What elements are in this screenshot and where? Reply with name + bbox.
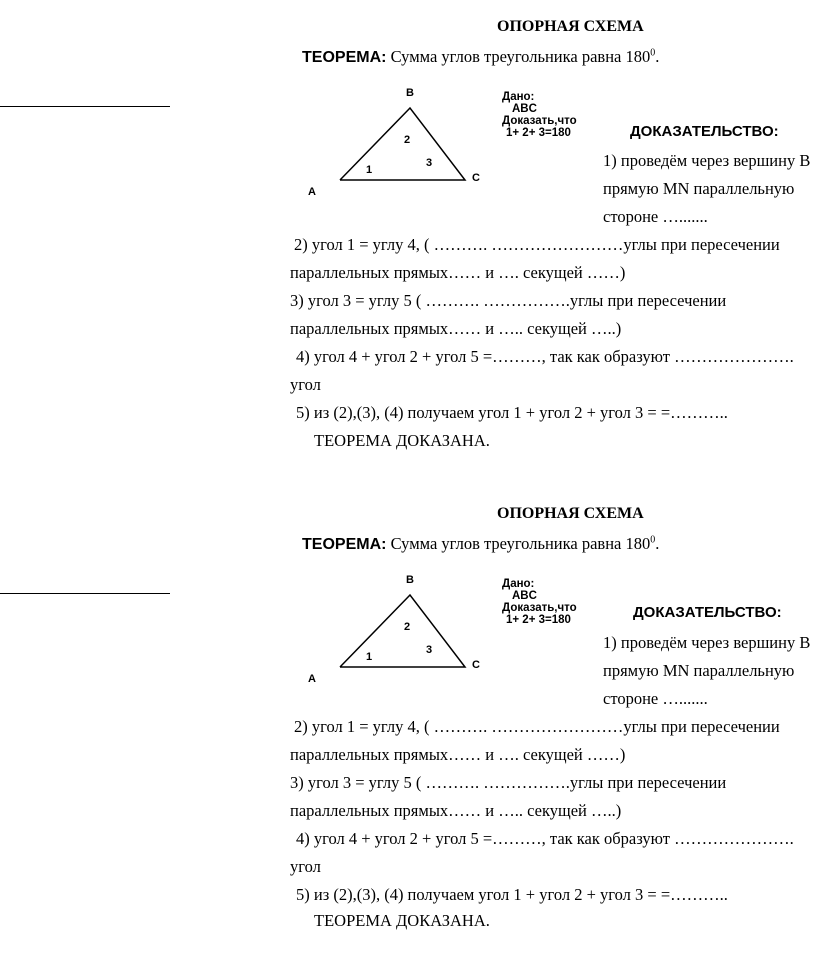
scheme-block-1 [0, 0, 816, 467]
theorem-degree: 0 [650, 47, 656, 59]
step-4-line-1: 4) угол 4 + угол 2 + угол 5 =………, так как образуют …………………. [296, 829, 794, 848]
vertex-b-label: B [406, 87, 414, 99]
vertex-c-label: C [472, 172, 480, 184]
proof-heading: ДОКАЗАТЕЛЬСТВО: [630, 123, 779, 140]
step-4-line-2: угол [290, 857, 321, 876]
theorem-label: ТЕОРЕМА: [302, 49, 387, 66]
theorem-end: . [655, 47, 660, 66]
angle-1-label: 1 [366, 164, 373, 176]
scheme-block-2 [0, 487, 816, 954]
scheme-title: ОПОРНАЯ СХЕМА [497, 18, 644, 35]
vertex-c-label: C [472, 659, 480, 671]
step-1-line-1: 1) проведём через вершину В [603, 633, 811, 652]
angle-3-label: 3 [426, 644, 433, 656]
margin-rule [0, 106, 170, 107]
given-box [502, 91, 577, 139]
vertex-b-label: B [406, 574, 414, 586]
triangle-abc [340, 108, 465, 180]
step-2-line-2: параллельных прямых…… и …. секущей ……) [290, 745, 626, 764]
step-3-line-1: 3) угол 3 = углу 5 ( ………. …………….углы при пересечении [290, 773, 727, 792]
given-triangle: ABC [512, 103, 537, 115]
theorem-line [302, 534, 659, 554]
angle-2-label: 2 [404, 621, 411, 633]
triangle-figure [300, 80, 500, 205]
theorem-label: ТЕОРЕМА: [302, 536, 387, 553]
step-4-line-2: угол [290, 375, 321, 394]
given-heading: Дано: [502, 91, 535, 103]
angle-3-label: 3 [426, 157, 433, 169]
angle-2-label: 2 [404, 134, 411, 146]
step-3-line-2: параллельных прямых…… и ….. секущей …..) [290, 319, 622, 338]
theorem-end: . [655, 534, 660, 553]
step-3-line-2: параллельных прямых…… и ….. секущей …..) [290, 801, 622, 820]
angle-1-label: 1 [366, 651, 373, 663]
triangle-figure [300, 567, 500, 692]
theorem-line [302, 47, 659, 67]
conclusion: ТЕОРЕМА ДОКАЗАНА. [314, 911, 490, 930]
step-1-line-3: стороне …....... [603, 207, 708, 226]
prove-statement: 1+ 2+ 3=180 [506, 127, 571, 139]
proof-heading: ДОКАЗАТЕЛЬСТВО: [633, 604, 782, 621]
given-box [502, 578, 577, 626]
vertex-a-label: A [308, 186, 316, 198]
prove-heading: Доказать,что [502, 602, 577, 614]
step-2-line-2: параллельных прямых…… и …. секущей ……) [290, 263, 626, 282]
theorem-text: Сумма углов треугольника равна 180 [390, 47, 651, 66]
step-1-line-2: прямую МN параллельную [603, 661, 795, 680]
step-5-line: 5) из (2),(3), (4) получаем угол 1 + угол 2 + угол 3 = =……….. [296, 885, 728, 904]
step-5-line: 5) из (2),(3), (4) получаем угол 1 + угол 2 + угол 3 = =……….. [296, 403, 728, 422]
triangle-abc [340, 595, 465, 667]
step-1-line-1: 1) проведём через вершину В [603, 151, 811, 170]
margin-rule [0, 593, 170, 594]
step-4-line-1: 4) угол 4 + угол 2 + угол 5 =………, так как образуют …………………. [296, 347, 794, 366]
given-heading: Дано: [502, 578, 535, 590]
scheme-title: ОПОРНАЯ СХЕМА [497, 505, 644, 522]
given-triangle: ABC [512, 590, 537, 602]
theorem-degree: 0 [650, 534, 656, 546]
prove-heading: Доказать,что [502, 115, 577, 127]
vertex-a-label: A [308, 673, 316, 685]
step-2-line-1: 2) угол 1 = углу 4, ( ………. ……………………углы при пересечении [294, 717, 780, 736]
step-1-line-2: прямую МN параллельную [603, 179, 795, 198]
conclusion: ТЕОРЕМА ДОКАЗАНА. [314, 431, 490, 450]
step-1-line-3: стороне …....... [603, 689, 708, 708]
prove-statement: 1+ 2+ 3=180 [506, 614, 571, 626]
step-2-line-1: 2) угол 1 = углу 4, ( ………. ……………………углы при пересечении [294, 235, 780, 254]
step-3-line-1: 3) угол 3 = углу 5 ( ………. …………….углы при пересечении [290, 291, 727, 310]
theorem-text: Сумма углов треугольника равна 180 [390, 534, 651, 553]
